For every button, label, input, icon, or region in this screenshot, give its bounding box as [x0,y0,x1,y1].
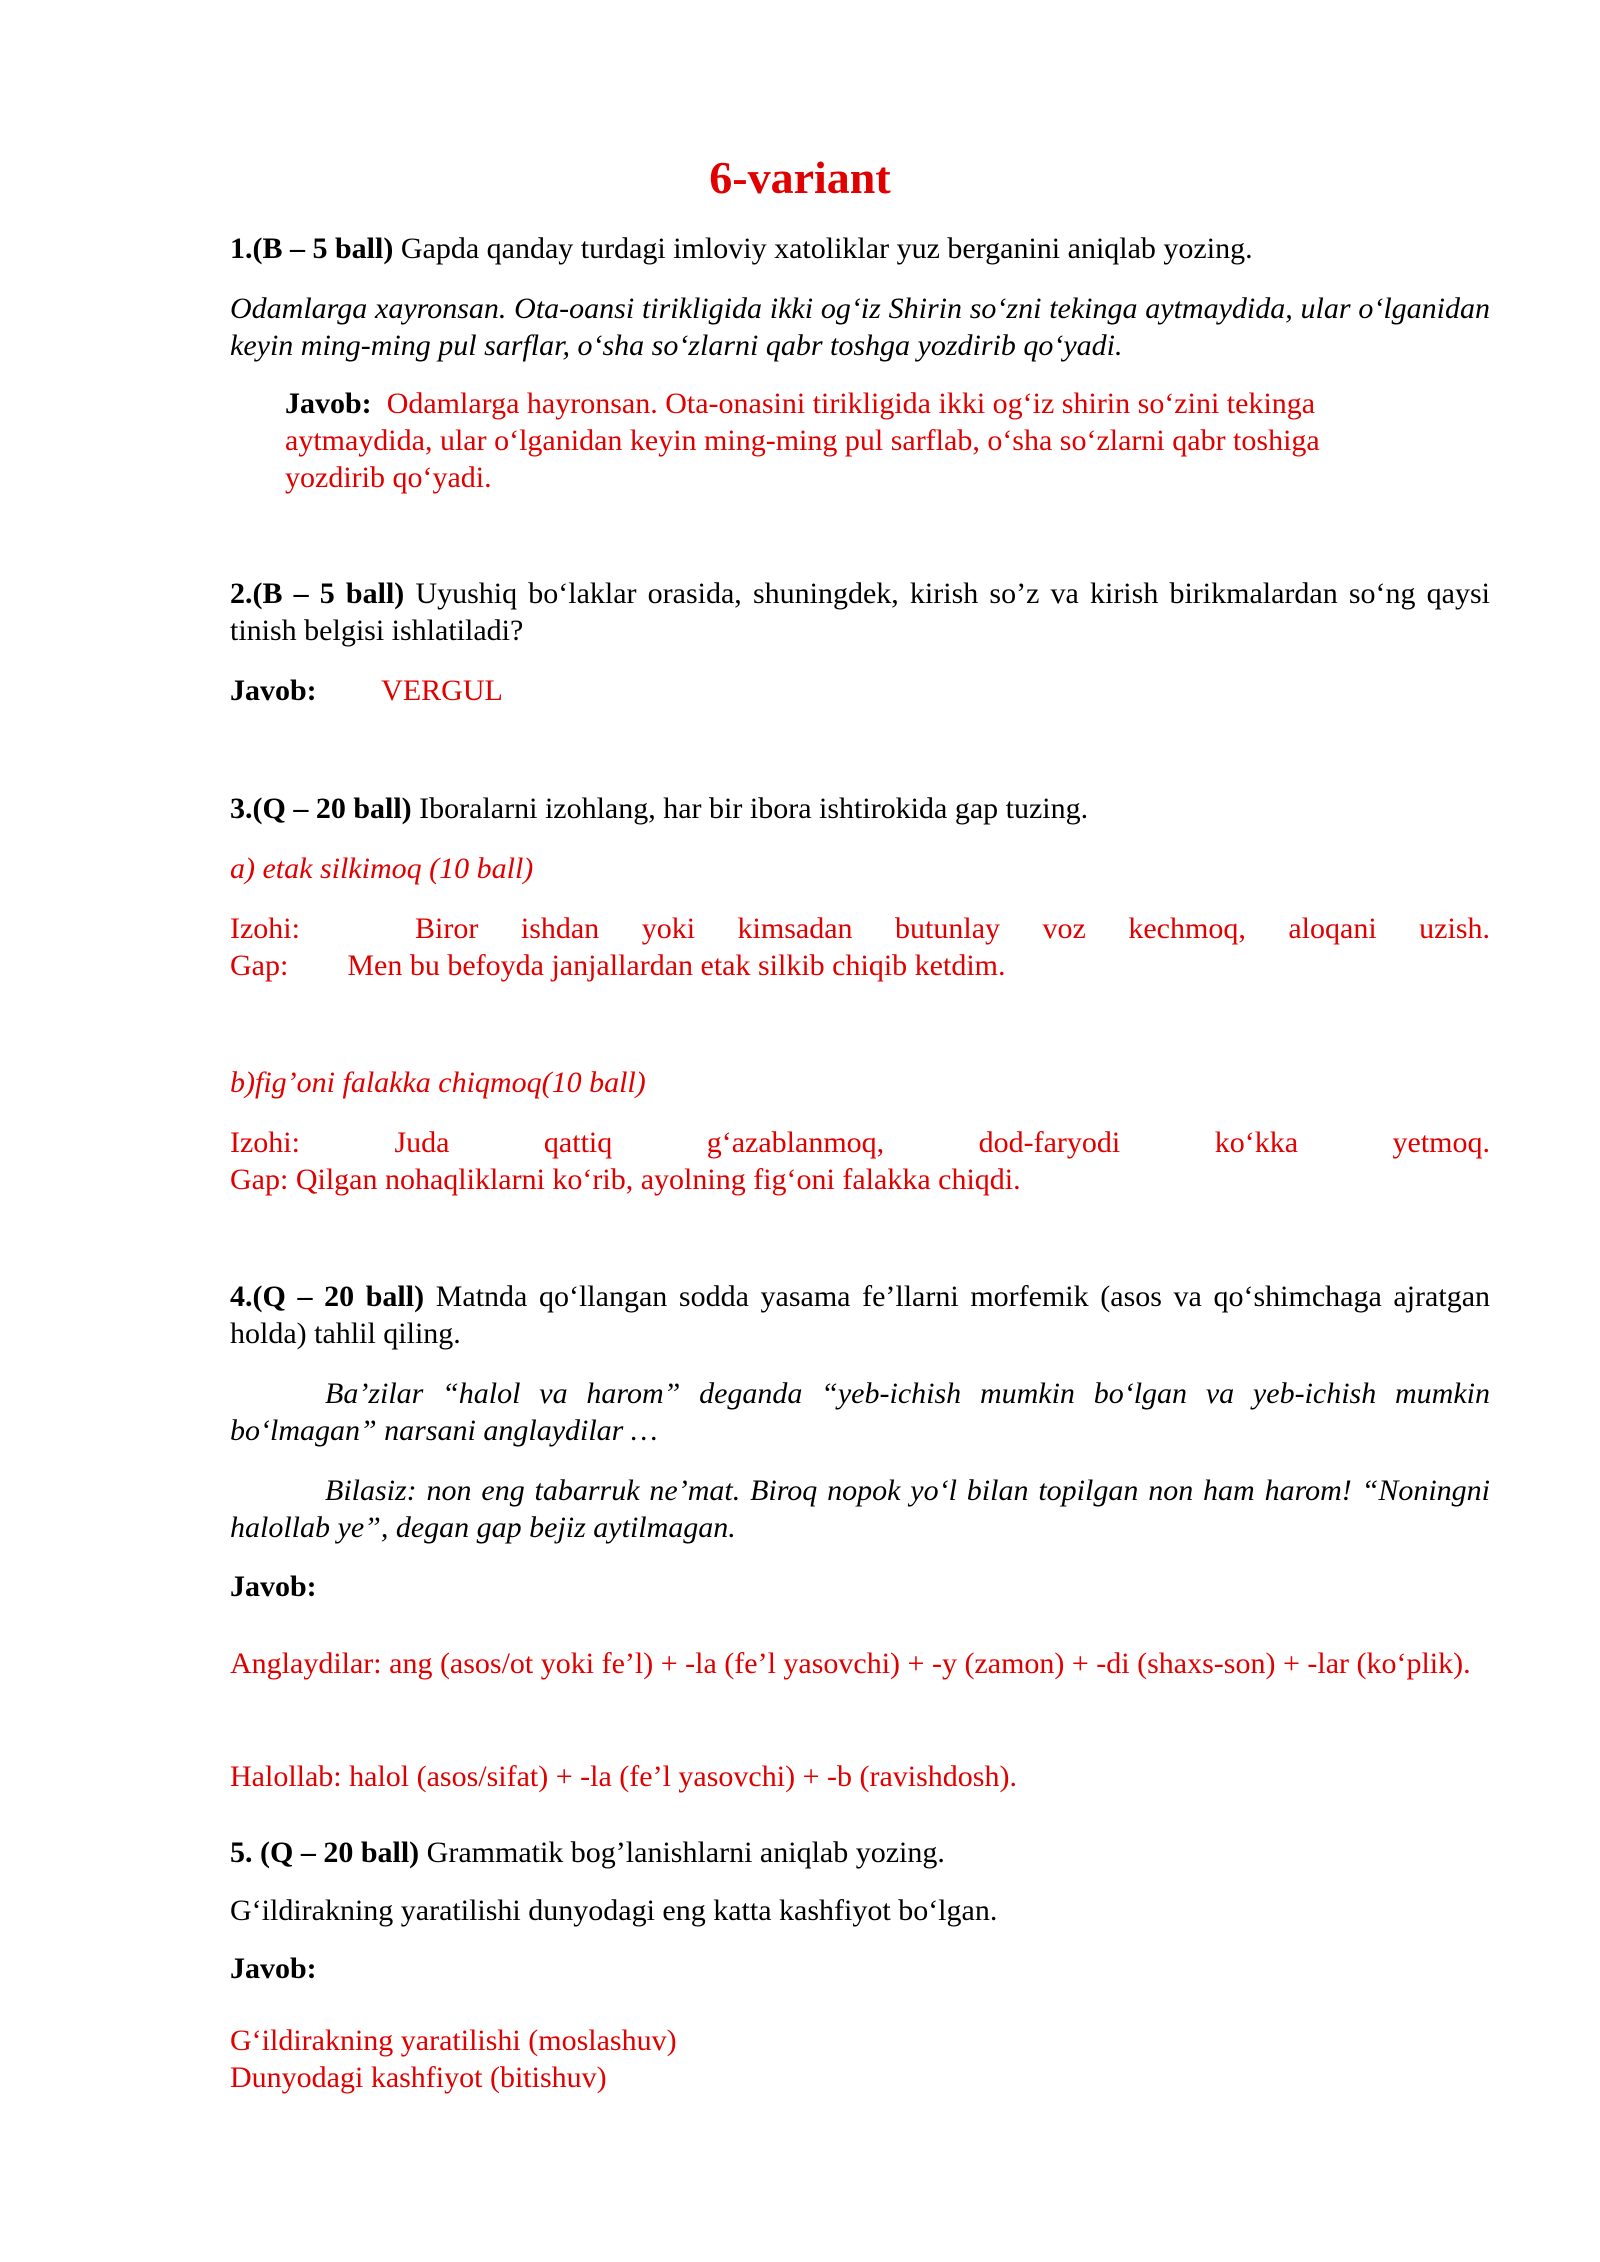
question-3-text: Iboralarni izohlang, har bir ibora ishtirokida gap tuzing. [419,792,1089,825]
question-4-answer-label [230,1568,1490,1605]
question-5-answer-2: Dunyodagi kashfiyot (bitishuv) [230,2061,607,2094]
question-3-b-answer [230,1124,1490,1198]
question-2-text: Uyushiq bo‘laklar orasida, shuningdek, kirish so’z va kirish birikmalardan so‘ng qaysi tinish belgisi ishlatiladi? [230,577,1491,647]
question-5-answer-1: G‘ildirakning yaratilishi (moslashuv) [230,2024,677,2057]
question-3 [230,790,1490,827]
question-3-phrase-b: b)fig’oni falakka chiqmoq(10 ball) [230,1066,646,1099]
question-1-number: 1.(B – 5 ball) [230,232,394,265]
question-2-answer-value: VERGUL [381,674,503,707]
question-4-answer-2: Halollab: halol (asos/sifat) + -la (fe’l yasovchi) + -b (ravishdosh). [230,1760,1017,1793]
question-3-phrase-a: a) etak silkimoq (10 ball) [230,852,534,885]
question-5-sentence: G‘ildirakning yaratilishi dunyodagi eng katta kashfiyot bo‘lgan. [230,1894,998,1927]
question-4-text: Matnda qo‘llangan sodda yasama fe’llarni morfemik (asos va qo‘shimchaga ajratgan holda) tahlil qiling. [230,1280,1491,1350]
question-3-a-gap: Men bu befoyda janjallardan etak silkib chiqib ketdim. [347,949,1006,982]
question-4-text-2: Bilasiz: non eng tabarruk ne’mat. Biroq nopok yo‘l bilan topilgan non ham harom! “Noningni halollab ye”, degan gap bejiz aytilmagan. [230,1474,1490,1544]
question-1-answer-line-3: yozdirib qo‘yadi. [285,461,492,494]
answer-label: Javob: [230,1570,317,1603]
question-1 [230,230,1490,267]
question-4-number: 4.(Q – 20 ball) [230,1280,425,1313]
question-5 [230,1834,1490,1871]
question-5-answer-label [230,1950,1490,1987]
question-2-answer [230,672,1490,709]
page-title: 6-variant [709,152,891,203]
question-2-number: 2.(B – 5 ball) [230,577,405,610]
question-3-a-izoh-label: Izohi: [230,912,300,945]
question-3-a-gap-label: Gap: [230,949,289,982]
question-3-b-gap: Gap: Qilgan nohaqliklarni ko‘rib, ayolning fig‘oni falakka chiqdi. [230,1163,1021,1196]
question-5-text: Grammatik bog’lanishlarni aniqlab yozing. [426,1836,945,1869]
question-4-answer-1: Anglaydilar: ang (asos/ot yoki fe’l) + -la (fe’l yasovchi) + -y (zamon) + -di (shaxs-son) + -lar (ko‘plik). [230,1647,1471,1680]
question-1-text: Gapda qanday turdagi imloviy xatoliklar yuz berganini aniqlab yozing. [400,232,1253,265]
question-3-a-izoh: Biror ishdan yoki kimsadan butunlay voz kechmoq, aloqani uzish. [415,912,1490,945]
answer-label: Javob: [230,1952,317,1985]
question-1-answer-line-2: aytmaydida, ular o‘lganidan keyin ming-ming pul sarflab, o‘sha so‘zlarni qabr toshiga [285,424,1320,457]
question-2 [230,575,1490,649]
question-3-b-izoh-label: Izohi: [230,1126,300,1159]
question-4 [230,1278,1490,1352]
question-5-number: 5. (Q – 20 ball) [230,1836,420,1869]
question-1-sentence: Odamlarga xayronsan. Ota-oansi tirikligida ikki og‘iz Shirin so‘zni tekinga aytmaydida, ular o‘lganidan keyin ming-ming pul sarflar, o‘sha so‘zlarni qabr toshga yozdirib qo‘yadi. [230,292,1490,362]
question-3-a-answer [230,910,1490,984]
question-1-answer [285,385,1490,496]
question-1-answer-line-1: Odamlarga hayronsan. Ota-onasini tirikligida ikki og‘iz shirin so‘zini tekinga [386,387,1316,420]
question-3-number: 3.(Q – 20 ball) [230,792,412,825]
answer-label: Javob: [285,387,372,420]
question-5-answer [230,2022,1490,2096]
answer-label: Javob: [230,674,317,707]
question-4-text-1: Ba’zilar “halol va harom” deganda “yeb-ichish mumkin bo‘lgan va yeb-ichish mumkin bo‘lmagan” narsani anglaydilar … [230,1377,1490,1447]
question-3-b-izoh: Juda qattiq g‘azablanmoq, dod-faryodi ko‘kka yetmoq. [394,1126,1490,1159]
